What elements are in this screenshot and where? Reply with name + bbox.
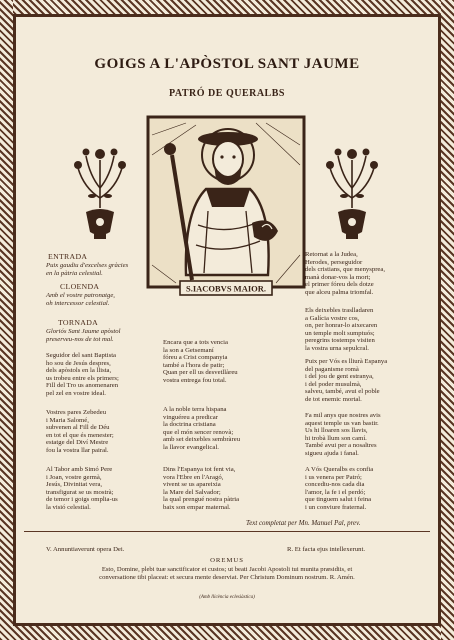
stanza: Els deixebles traslladaren a Galícia vostre cos, on, per honrar-lo aixecaren un temple molt sumptuós; peregrins tostemps visiten la vostra urna sepulcral. [305,307,378,352]
tornada-text [46,328,156,343]
entrada-line: en la pàtria celestial. [46,269,103,277]
stanza: Dins l'Espanya tot fent via, vora l'Ebre en l'Aragó, vivent se us apareixia la Mare del Salvador; la qual prengué nostra pàtria baix son empar maternal. [163,466,240,511]
page-title: GOIGS A L'APÒSTOL SANT JAUME [94,56,360,72]
stanza: Fa mil anys que nostres avis aquest temple us van bastir. Us hi lloaren sos llavis, hi trobà llum son camí. També avui per a nosaltres sigueu ajuda i fanal. [305,412,381,457]
cloenda-text [46,292,156,307]
tornada-line: Gloriós Sant Jaume apòstol [46,328,121,335]
woodcut-caption: S.IACOBVS MAIOR. [185,283,267,294]
response: R. Et facta ejus intellexerunt. [287,546,365,553]
saint-james-woodcut [146,115,306,300]
cloenda-heading: CLOENDA [60,282,100,291]
decorative-border-bottom [0,626,454,640]
stanza: Al Tabor amb Simó Pere i Joan, vostre germà, Jesús, Divinitat vera, transfigurat se us mostrà; de temor i goigs omplia-us la visió celestial. [46,466,118,511]
oremus-prayer [20,566,434,582]
stanza: A Vós Queralbs es confia i us venera per Patró; concediu-nos cada dia l'amor, la fe i el perdó; que tinguem salut i feina i un conviure fraternal. [305,466,374,511]
cloenda-line: oh intercessor celestial. [46,299,110,307]
entrada-line: Puix gaudiu d'excelses gràcies [46,262,129,269]
stanza: Puix per Vós es lliurà Espanya del paganisme romà i del jou de gent estranya, i del poder musulmà, salveu, també, avui el poble de tot enemic mortal. [305,358,388,403]
cloenda-line: Amb el vostre patronatge, [46,292,115,299]
oremus-line: Esto, Domine, plebi tuæ sanctificator et custos; ut beati Jacobi Apostoli tui munita præsidiis, et [101,566,353,573]
entrada-heading: ENTRADA [48,252,88,261]
flower-vase-icon [70,138,130,248]
tornada-line: preserveu-nos de tot mal. [46,335,114,343]
stanza: Vostres pares Zebedeu i Maria Salomé, subvenen al Fill de Déu en tot el que és menester; estatge del Diví Mestre fou la vostra llar pairal. [46,409,114,454]
divider [24,531,430,532]
ecclesiastical-approval: (Amb llicència eclesiàstica) [199,595,255,600]
flower-vase-icon [322,138,382,248]
stanza: A la noble terra hispana vinguéreu a predicar la doctrina cristiana que el món sencer renovà; amb set deixebles sembràreu la llavor evangelical. [163,406,241,451]
entrada-text [46,262,156,277]
text-credit: Text completat per Mn. Manuel Pal, prev. [246,520,361,527]
oremus-heading: OREMUS [210,557,244,564]
page-subtitle: PATRÓ DE QUERALBS [169,88,285,99]
stanza: Retornat a la Judea, Herodes, perseguidor dels cristians, que menysprea, manà donar-vos la mort; el primer fóreu dels dotze que alceu palma triomfal. [305,251,386,296]
versicle: V. Annuntiaverunt opera Dei. [46,546,125,553]
stanza: Encara que a tots vencia la son a Getsemaní fóreu a Crist companyia també a l'hora de patir; Quan per ell us desvetllàreu vostra entrega fou total. [163,339,238,384]
stanza: Seguidor del sant Baptista ho sou de Jesús despres, dels apòstols en la llista, us trobeu entre els primers; Fill del Tro us anomenaren pel zel en vostre ideal. [46,352,119,397]
tornada-heading: TORNADA [58,318,99,327]
decorative-border-top [0,0,454,14]
oremus-line: conversatione tibi placeat: et secura mente deserviat. Per Christum Dominum nostrum. R. Amén. [99,574,355,581]
